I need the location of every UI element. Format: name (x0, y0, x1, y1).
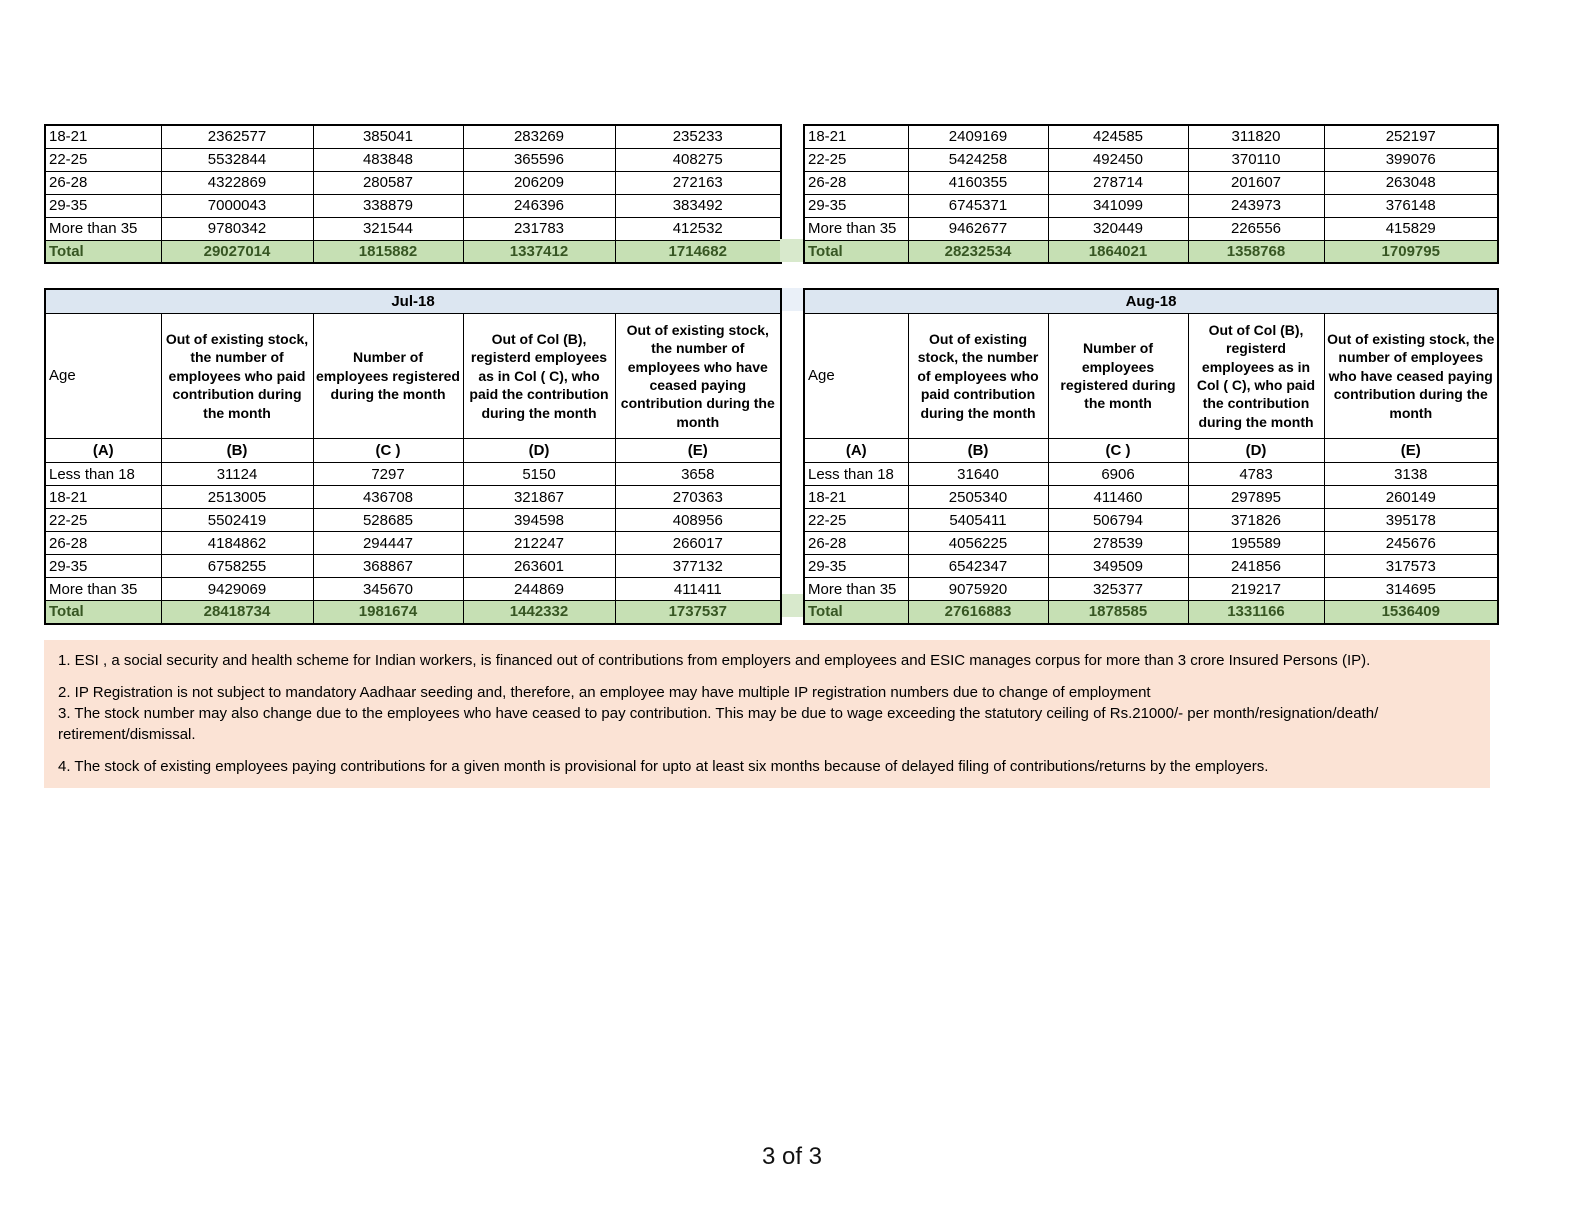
cell-value: 4322869 (161, 171, 313, 194)
col-letter: (E) (615, 439, 781, 463)
row-label: 29-35 (45, 194, 161, 217)
col-letter: (B) (908, 439, 1048, 463)
table-row (804, 555, 1498, 578)
cell-value: 317573 (1324, 555, 1498, 578)
row-label: Less than 18 (45, 463, 161, 486)
cell-value: 243973 (1188, 194, 1324, 217)
cell-value: 278539 (1048, 532, 1188, 555)
cell-value: 1709795 (1324, 240, 1498, 263)
total-row (804, 240, 1498, 263)
total-row (45, 601, 781, 624)
page-number-label: 3 of 3 (761, 1143, 823, 1170)
cell-value: 5405411 (908, 509, 1048, 532)
cell-value: 4056225 (908, 532, 1048, 555)
cell-value: 245676 (1324, 532, 1498, 555)
cell-value: 314695 (1324, 578, 1498, 601)
cell-value: 2505340 (908, 486, 1048, 509)
row-label: Total (804, 240, 908, 263)
cell-value: 1878585 (1048, 601, 1188, 624)
row-label: 26-28 (45, 532, 161, 555)
cell-value: 244869 (463, 578, 615, 601)
cell-value: 241856 (1188, 555, 1324, 578)
total-band-gap-fill (780, 594, 803, 617)
row-label: 22-25 (45, 509, 161, 532)
table-row (804, 217, 1498, 240)
col-header-d: Out of Col (B), registerd employees as in Col ( C), who paid the contribution during the month (1188, 314, 1324, 439)
footnote: 2. IP Registration is not subject to mandatory Aadhaar seeding and, therefore, an employee may have multiple IP registration numbers due to change of employment (58, 684, 1151, 701)
cell-value: 31124 (161, 463, 313, 486)
row-label: 22-25 (804, 148, 908, 171)
cell-value: 195589 (1188, 532, 1324, 555)
jul-18-table (44, 288, 782, 625)
table-title: Aug-18 (804, 289, 1498, 314)
col-header-b: Out of existing stock, the number of employees who paid contribution during the month (161, 314, 313, 439)
table-row (804, 532, 1498, 555)
cell-value: 201607 (1188, 171, 1324, 194)
row-label: 22-25 (804, 509, 908, 532)
cell-value: 5150 (463, 463, 615, 486)
row-label: 29-35 (45, 555, 161, 578)
cell-value: 231783 (463, 217, 615, 240)
cell-value: 411411 (615, 578, 781, 601)
row-label: More than 35 (45, 217, 161, 240)
table-row (45, 148, 781, 171)
col-header-age: Age (45, 314, 161, 439)
col-header-e: Out of existing stock, the number of employees who have ceased paying contribution during the month (1324, 314, 1498, 439)
col-letter: (E) (1324, 439, 1498, 463)
cell-value: 377132 (615, 555, 781, 578)
cell-value: 9075920 (908, 578, 1048, 601)
cell-value: 1864021 (1048, 240, 1188, 263)
cell-value: 246396 (463, 194, 615, 217)
row-label: 18-21 (804, 125, 908, 148)
total-band-gap-fill (780, 239, 803, 262)
cell-value: 260149 (1324, 486, 1498, 509)
cell-value: 368867 (313, 555, 463, 578)
col-header-d: Out of Col (B), registerd employees as in Col ( C), who paid the contribution during the month (463, 314, 615, 439)
cell-value: 6906 (1048, 463, 1188, 486)
cell-value: 270363 (615, 486, 781, 509)
cell-value: 394598 (463, 509, 615, 532)
cell-value: 29027014 (161, 240, 313, 263)
cell-value: 263048 (1324, 171, 1498, 194)
cell-value: 4184862 (161, 532, 313, 555)
cell-value: 2513005 (161, 486, 313, 509)
cell-value: 320449 (1048, 217, 1188, 240)
table-row (804, 171, 1498, 194)
table-row (45, 486, 781, 509)
cell-value: 5502419 (161, 509, 313, 532)
col-header-age: Age (804, 314, 908, 439)
cell-value: 371826 (1188, 509, 1324, 532)
cell-value: 1358768 (1188, 240, 1324, 263)
table-row (45, 578, 781, 601)
cell-value: 3658 (615, 463, 781, 486)
cell-value: 321867 (463, 486, 615, 509)
table-row (804, 125, 1498, 148)
cell-value: 7297 (313, 463, 463, 486)
table-row (45, 171, 781, 194)
table-row (804, 194, 1498, 217)
row-label: Total (45, 240, 161, 263)
column-header-row (804, 314, 1498, 439)
column-header-row (45, 314, 781, 439)
col-header-c: Number of employees registered during the month (313, 314, 463, 439)
cell-value: 311820 (1188, 125, 1324, 148)
col-letter: (A) (45, 439, 161, 463)
cell-value: 528685 (313, 509, 463, 532)
table-row (45, 463, 781, 486)
row-label: 26-28 (804, 171, 908, 194)
table-row (804, 578, 1498, 601)
cell-value: 6758255 (161, 555, 313, 578)
cell-value: 1815882 (313, 240, 463, 263)
cell-value: 4160355 (908, 171, 1048, 194)
title-band-gap-fill (780, 288, 803, 311)
row-label: 18-21 (804, 486, 908, 509)
col-letter: (C ) (1048, 439, 1188, 463)
table-row (804, 509, 1498, 532)
cell-value: 1737537 (615, 601, 781, 624)
table-row (45, 125, 781, 148)
col-letter: (D) (1188, 439, 1324, 463)
column-letter-row (804, 439, 1498, 463)
cell-value: 1981674 (313, 601, 463, 624)
row-label: 18-21 (45, 486, 161, 509)
table-row (804, 486, 1498, 509)
cell-value: 272163 (615, 171, 781, 194)
cell-value: 3138 (1324, 463, 1498, 486)
row-label: 26-28 (45, 171, 161, 194)
top-left-continuation-table (44, 124, 782, 264)
table-row (45, 217, 781, 240)
cell-value: 278714 (1048, 171, 1188, 194)
cell-value: 9462677 (908, 217, 1048, 240)
cell-value: 321544 (313, 217, 463, 240)
cell-value: 28418734 (161, 601, 313, 624)
cell-value: 2362577 (161, 125, 313, 148)
cell-value: 345670 (313, 578, 463, 601)
col-header-b: Out of existing stock, the number of employees who paid contribution during the month (908, 314, 1048, 439)
cell-value: 6542347 (908, 555, 1048, 578)
cell-value: 415829 (1324, 217, 1498, 240)
cell-value: 212247 (463, 532, 615, 555)
footnotes-box (44, 640, 1490, 788)
cell-value: 9429069 (161, 578, 313, 601)
cell-value: 235233 (615, 125, 781, 148)
table-row (45, 194, 781, 217)
col-letter: (A) (804, 439, 908, 463)
row-label: 26-28 (804, 532, 908, 555)
row-label: More than 35 (804, 217, 908, 240)
row-label: 18-21 (45, 125, 161, 148)
col-letter: (D) (463, 439, 615, 463)
cell-value: 27616883 (908, 601, 1048, 624)
table-row (804, 148, 1498, 171)
footnote: 1. ESI , a social security and health scheme for Indian workers, is financed out of contributions from employers and employees and ESIC manages corpus for more than 3 crore Insured Persons (IP). (58, 652, 1371, 669)
total-row (804, 601, 1498, 624)
table-row (45, 555, 781, 578)
cell-value: 1442332 (463, 601, 615, 624)
cell-value: 280587 (313, 171, 463, 194)
row-label: 22-25 (45, 148, 161, 171)
cell-value: 385041 (313, 125, 463, 148)
row-label: 29-35 (804, 555, 908, 578)
cell-value: 31640 (908, 463, 1048, 486)
cell-value: 226556 (1188, 217, 1324, 240)
cell-value: 294447 (313, 532, 463, 555)
cell-value: 2409169 (908, 125, 1048, 148)
cell-value: 266017 (615, 532, 781, 555)
cell-value: 7000043 (161, 194, 313, 217)
col-letter: (B) (161, 439, 313, 463)
cell-value: 4783 (1188, 463, 1324, 486)
cell-value: 1337412 (463, 240, 615, 263)
col-header-c: Number of employees registered during the month (1048, 314, 1188, 439)
table-row (45, 509, 781, 532)
cell-value: 506794 (1048, 509, 1188, 532)
col-header-e: Out of existing stock, the number of employees who have ceased paying contribution during the month (615, 314, 781, 439)
table-title: Jul-18 (45, 289, 781, 314)
cell-value: 6745371 (908, 194, 1048, 217)
cell-value: 297895 (1188, 486, 1324, 509)
table-row (804, 463, 1498, 486)
column-letter-row (45, 439, 781, 463)
cell-value: 370110 (1188, 148, 1324, 171)
cell-value: 483848 (313, 148, 463, 171)
cell-value: 28232534 (908, 240, 1048, 263)
cell-value: 365596 (463, 148, 615, 171)
cell-value: 325377 (1048, 578, 1188, 601)
cell-value: 1714682 (615, 240, 781, 263)
cell-value: 399076 (1324, 148, 1498, 171)
col-letter: (C ) (313, 439, 463, 463)
cell-value: 283269 (463, 125, 615, 148)
row-label: More than 35 (804, 578, 908, 601)
cell-value: 412532 (615, 217, 781, 240)
row-label: Less than 18 (804, 463, 908, 486)
cell-value: 341099 (1048, 194, 1188, 217)
cell-value: 408275 (615, 148, 781, 171)
aug-18-table (803, 288, 1499, 625)
cell-value: 408956 (615, 509, 781, 532)
cell-value: 1536409 (1324, 601, 1498, 624)
footnote: 4. The stock of existing employees paying contributions for a given month is provisional for upto at least six months because of delayed filing of contributions/returns by the employers. (58, 758, 1269, 775)
row-label: 29-35 (804, 194, 908, 217)
top-right-continuation-table (803, 124, 1499, 264)
cell-value: 411460 (1048, 486, 1188, 509)
footnote: 3. The stock number may also change due to the employees who have ceased to pay contribution. This may be due to wage exceeding the statutory ceiling of Rs.21000/- per month/resignation/death/ retirement/dismissal. (58, 705, 1379, 743)
cell-value: 263601 (463, 555, 615, 578)
table-row (45, 532, 781, 555)
cell-value: 1331166 (1188, 601, 1324, 624)
cell-value: 492450 (1048, 148, 1188, 171)
cell-value: 424585 (1048, 125, 1188, 148)
total-row (45, 240, 781, 263)
cell-value: 349509 (1048, 555, 1188, 578)
cell-value: 5532844 (161, 148, 313, 171)
cell-value: 383492 (615, 194, 781, 217)
row-label: Total (45, 601, 161, 624)
row-label: Total (804, 601, 908, 624)
cell-value: 252197 (1324, 125, 1498, 148)
cell-value: 436708 (313, 486, 463, 509)
cell-value: 376148 (1324, 194, 1498, 217)
cell-value: 338879 (313, 194, 463, 217)
cell-value: 206209 (463, 171, 615, 194)
cell-value: 5424258 (908, 148, 1048, 171)
row-label: More than 35 (45, 578, 161, 601)
cell-value: 219217 (1188, 578, 1324, 601)
cell-value: 395178 (1324, 509, 1498, 532)
cell-value: 9780342 (161, 217, 313, 240)
